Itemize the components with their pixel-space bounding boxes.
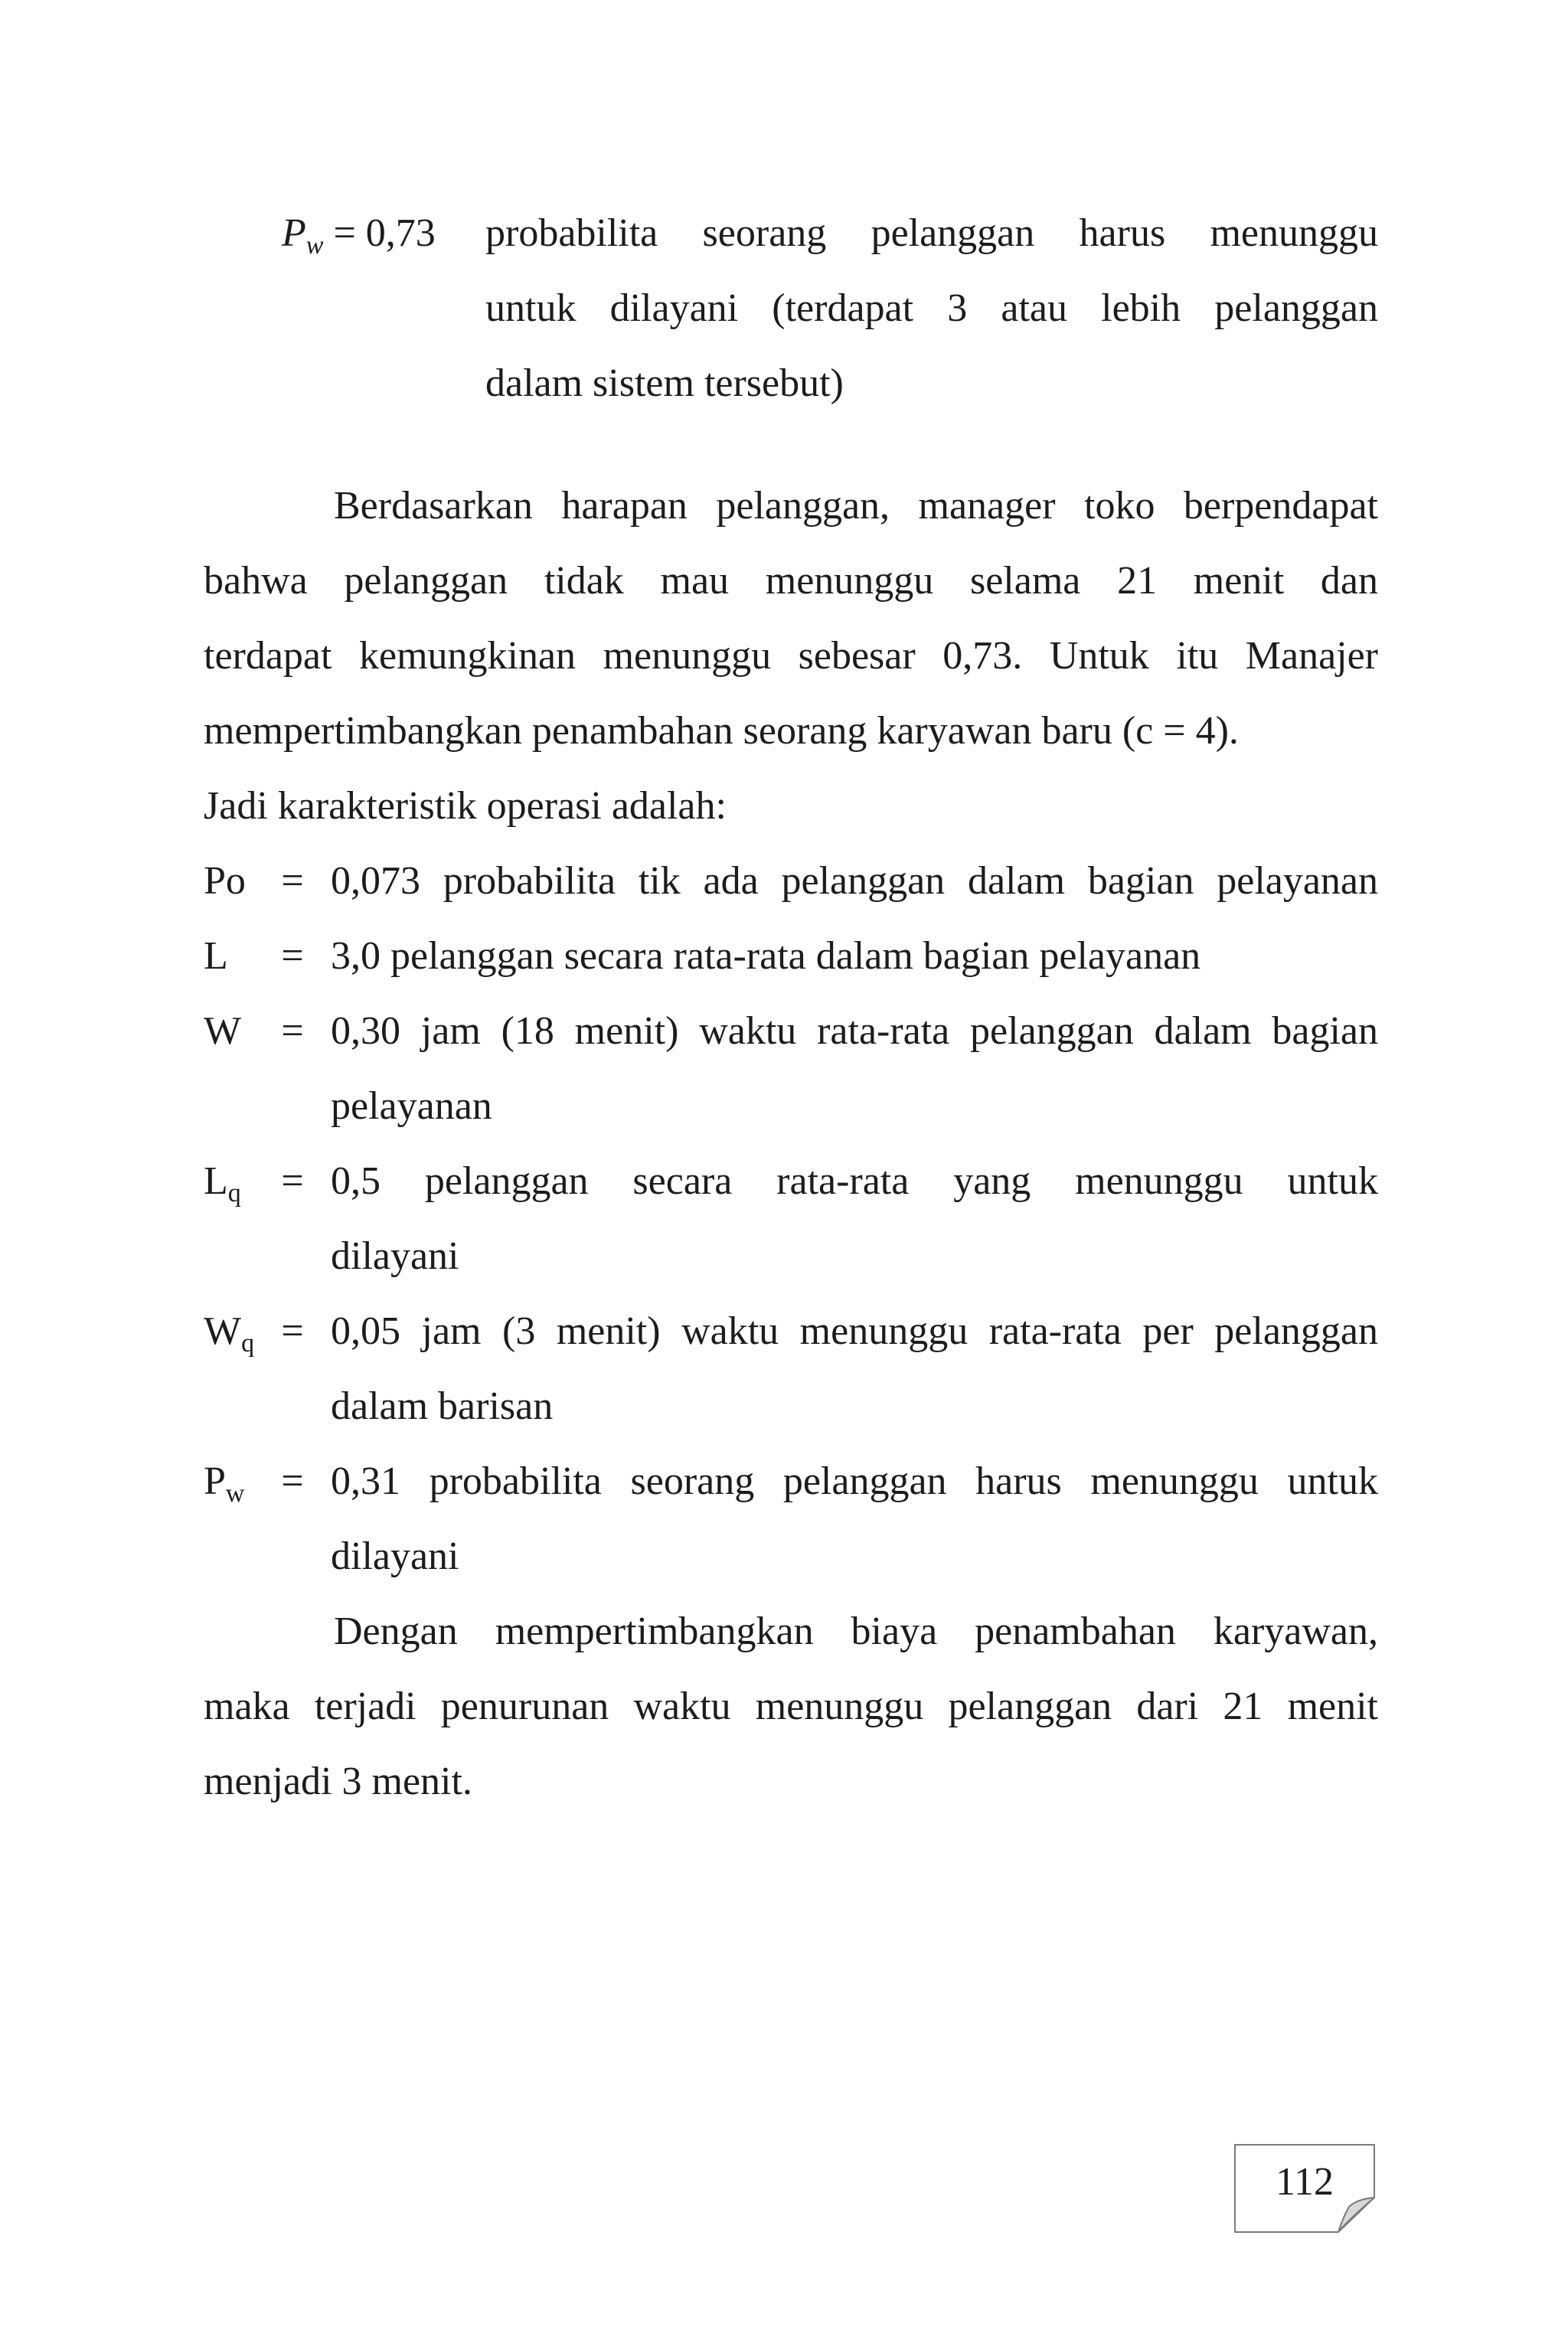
definition-line: 0,05 jam (3 menit) waktu menunggu rata-rata per pelanggan xyxy=(331,1309,1378,1353)
definition-line: 3,0 pelanggan secara rata-rata dalam bagian pelayanan xyxy=(331,934,1201,978)
equals-sign: = xyxy=(281,859,304,903)
paragraph-line: bahwa pelanggan tidak mau menunggu selama 21 menit dan xyxy=(204,559,1378,603)
equals-sign: = xyxy=(281,1459,304,1503)
definition-line: 0,31 probabilita seorang pelanggan harus menunggu untuk xyxy=(331,1459,1378,1503)
definition-symbol: L xyxy=(204,934,228,978)
paragraph-line: mempertimbangkan penambahan seorang karyawan baru (c = 4). xyxy=(204,709,1239,753)
pw-subscript: w xyxy=(305,231,324,260)
page-number: 112 xyxy=(1275,2160,1334,2204)
symbol-subscript: q xyxy=(227,1179,241,1208)
paragraph-line: terdapat kemungkinan menunggu sebesar 0,73. Untuk itu Manajer xyxy=(204,634,1378,678)
definition-line: 0,5 pelanggan secara rata-rata yang menunggu untuk xyxy=(331,1159,1378,1203)
symbol-main: L xyxy=(204,1159,228,1203)
pw-value: = 0,73 xyxy=(333,211,436,255)
paragraph-line: Dengan mempertimbangkan biaya penambahan karyawan, xyxy=(334,1610,1378,1653)
definition-symbol: Po xyxy=(204,859,246,903)
paragraph-line: Berdasarkan harapan pelanggan, manager toko berpendapat xyxy=(334,484,1378,528)
paragraph-line: Jadi karakteristik operasi adalah: xyxy=(204,784,727,828)
symbol-main: P xyxy=(204,1459,226,1503)
definition-line: dalam barisan xyxy=(331,1384,554,1428)
definition-line: 0,073 probabilita tik ada pelanggan dalam bagian pelayanan xyxy=(331,859,1378,903)
pw-top-line: probabilita seorang pelanggan harus menunggu xyxy=(485,211,1378,255)
definition-line: dilayani xyxy=(331,1234,459,1278)
equals-sign: = xyxy=(281,1009,304,1053)
definition-symbol: W xyxy=(204,1009,242,1053)
definition-line: dilayani xyxy=(331,1534,459,1578)
definition-line: pelayanan xyxy=(331,1084,492,1128)
definition-symbol xyxy=(204,1294,273,1369)
equals-sign: = xyxy=(281,934,304,978)
page-number-tab xyxy=(1234,2144,1375,2233)
definition-symbol xyxy=(204,1444,273,1519)
paragraph-2 xyxy=(204,1594,1378,1819)
paragraph-line: maka terjadi penurunan waktu menunggu pelanggan dari 21 menit xyxy=(204,1685,1378,1728)
paragraph-1 xyxy=(204,469,1378,844)
equals-sign: = xyxy=(281,1159,304,1203)
definition-symbol xyxy=(204,1144,273,1219)
paragraph-line: menjadi 3 menit. xyxy=(204,1760,472,1803)
symbol-subscript: q xyxy=(241,1329,255,1358)
symbol-main: W xyxy=(204,1309,242,1353)
pw-top-line: dalam sistem tersebut) xyxy=(485,361,844,405)
equals-sign: = xyxy=(281,1309,304,1353)
definition-line: 0,30 jam (18 menit) waktu rata-rata pelanggan dalam bagian xyxy=(331,1009,1378,1053)
pw-top-label xyxy=(282,196,458,271)
symbol-subscript: w xyxy=(225,1479,245,1508)
pw-top-definition xyxy=(485,196,1378,421)
pw-symbol: P xyxy=(282,211,306,255)
pw-top-line: untuk dilayani (terdapat 3 atau lebih pelanggan xyxy=(485,286,1378,330)
